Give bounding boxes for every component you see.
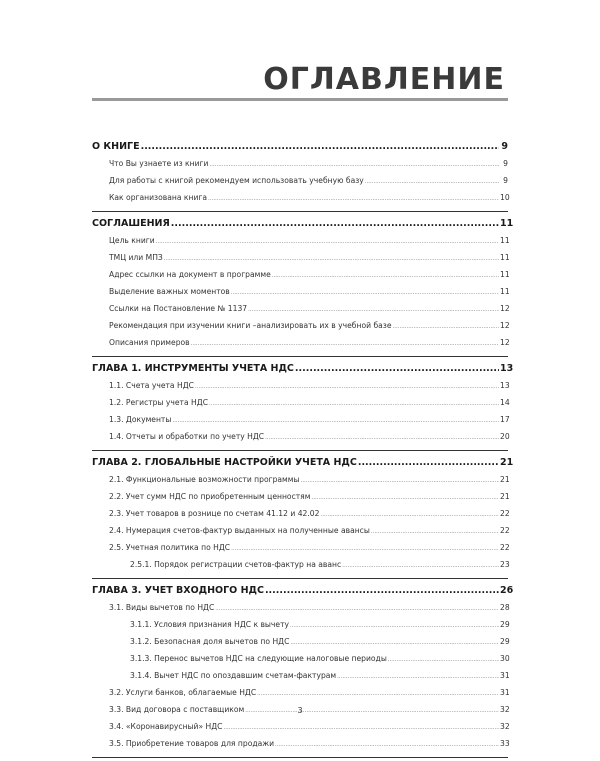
dot-leader — [171, 215, 499, 232]
toc-heading-page: 9 — [501, 141, 508, 152]
toc-entry[interactable] — [92, 718, 508, 735]
toc-entry[interactable] — [92, 394, 508, 411]
toc-section — [92, 138, 508, 212]
toc-entry[interactable] — [92, 411, 508, 428]
dot-leader — [393, 319, 500, 336]
toc-entry[interactable] — [92, 266, 508, 283]
dot-leader — [195, 379, 499, 396]
toc-entry-page: 21 — [500, 492, 510, 501]
toc-entry-text: Адрес ссылки на документ в программе — [109, 270, 271, 279]
toc-entry-text: Цель книги — [109, 236, 155, 245]
toc-entry[interactable] — [92, 377, 508, 394]
toc-entry[interactable] — [92, 539, 508, 556]
toc-heading-text: ГЛАВА 1. ИНСТРУМЕНТЫ УЧЕТА НДС — [92, 363, 294, 374]
toc-entry[interactable] — [92, 556, 508, 573]
dot-leader — [337, 669, 499, 686]
toc-entry-page: 28 — [500, 603, 510, 612]
toc-entry-text: 1.4. Отчеты и обработки по учету НДС — [109, 432, 265, 441]
toc-entry-text: 1.3. Документы — [109, 415, 172, 424]
toc-entry-page: 23 — [500, 560, 510, 569]
toc-entry[interactable] — [92, 232, 508, 249]
page-number: 3 — [297, 706, 303, 715]
toc-entry-text: 3.1.3. Перенос вычетов НДС на следующие налоговые периоды — [130, 654, 387, 663]
toc-section — [92, 454, 514, 579]
toc-entry[interactable] — [92, 684, 508, 701]
toc-entry[interactable] — [92, 488, 508, 505]
toc-entry[interactable] — [92, 334, 508, 351]
dot-leader — [265, 430, 499, 447]
toc-entry-page: 21 — [500, 475, 510, 484]
toc-section-heading[interactable] — [92, 582, 514, 599]
dot-leader — [191, 336, 499, 353]
toc-entry-text: 2.4. Нумерация счетов-фактур выданных на полученные авансы — [109, 526, 370, 535]
toc-entry[interactable] — [92, 428, 508, 445]
toc-entry-text: Как организована книга — [109, 193, 208, 202]
toc-entry-text: ТМЦ или МПЗ — [109, 253, 163, 262]
dot-leader — [141, 138, 499, 155]
toc-entry[interactable] — [92, 616, 508, 633]
toc-entry-page: 11 — [500, 253, 510, 262]
toc-entry-text: Ссылки на Постановление № 1137 — [109, 304, 248, 313]
toc-section — [92, 360, 514, 451]
toc-heading-text: СОГЛАШЕНИЯ — [92, 218, 170, 229]
toc-entry-text: 2.5. Учетная политика по НДС — [109, 543, 231, 552]
toc-entry-page: 31 — [500, 688, 510, 697]
toc-entry[interactable] — [92, 633, 508, 650]
toc-entry[interactable] — [92, 155, 508, 172]
toc-entry-text: 3.1. Виды вычетов по НДС — [109, 603, 215, 612]
dot-leader — [290, 618, 499, 635]
toc-entry-page: 11 — [500, 287, 510, 296]
toc-entry[interactable] — [92, 249, 508, 266]
toc-entry-page: 29 — [500, 637, 510, 646]
toc-section-heading[interactable] — [92, 138, 508, 155]
toc-entry[interactable] — [92, 471, 508, 488]
toc-entry[interactable] — [92, 667, 508, 684]
toc-entry[interactable] — [92, 505, 508, 522]
dot-leader — [301, 473, 499, 490]
toc-entry-text: 2.5.1. Порядок регистрации счетов-фактур на аванс — [130, 560, 342, 569]
toc-entry-text: 1.1. Счета учета НДС — [109, 381, 194, 390]
toc-heading-page: 26 — [500, 585, 514, 596]
toc-entry-page: 22 — [500, 509, 510, 518]
toc-heading-text: ГЛАВА 2. ГЛОБАЛЬНЫЕ НАСТРОЙКИ УЧЕТА НДС — [92, 457, 357, 468]
toc-entry-text: 3.1.2. Безопасная доля вычетов по НДС — [130, 637, 290, 646]
toc-heading-page: 11 — [500, 218, 514, 229]
toc-heading-text: ГЛАВА 3. УЧЕТ ВХОДНОГО НДС — [92, 585, 264, 596]
toc-entry-text: 2.2. Учет сумм НДС по приобретенным ценностям — [109, 492, 311, 501]
toc-entry-text: Для работы с книгой рекомендуем использовать учебную базу — [109, 176, 364, 185]
dot-leader — [358, 454, 499, 471]
toc-entry[interactable] — [92, 735, 508, 752]
toc-heading-text: О КНИГЕ — [92, 141, 140, 152]
dot-leader — [265, 582, 499, 599]
toc-entry[interactable] — [92, 599, 508, 616]
toc-entry-page: 17 — [500, 415, 510, 424]
toc-entry-page: 12 — [500, 304, 510, 313]
toc-entry-page: 14 — [500, 398, 510, 407]
toc-entry[interactable] — [92, 189, 508, 206]
toc-entry-page: 9 — [503, 159, 508, 168]
toc-entry-text: Рекомендация при изучении книги –анализировать их в учебной базе — [109, 321, 392, 330]
dot-leader — [209, 396, 499, 413]
dot-leader — [257, 686, 499, 703]
toc-entry-page: 11 — [500, 270, 510, 279]
toc-section-heading[interactable] — [92, 360, 514, 377]
toc-entry-page: 13 — [500, 381, 510, 390]
toc-section-heading[interactable] — [92, 454, 514, 471]
toc-entry-page: 30 — [500, 654, 510, 663]
toc-entry-text: 3.2. Услуги банков, облагаемые НДС — [109, 688, 257, 697]
dot-leader — [311, 490, 499, 507]
toc-section — [92, 582, 514, 758]
toc-entry-text: 3.3. Вид договора с поставщиком — [109, 705, 245, 714]
toc-entry[interactable] — [92, 283, 508, 300]
toc-entry-page: 10 — [500, 193, 510, 202]
toc-entry-text: 3.1.4. Вычет НДС по опоздавшим счетам-фактурам — [130, 671, 337, 680]
toc-entry-page: 22 — [500, 543, 510, 552]
toc-entry[interactable] — [92, 522, 508, 539]
toc-entry-page: 12 — [500, 338, 510, 347]
dot-leader — [231, 285, 499, 302]
toc-heading-page: 21 — [500, 457, 514, 468]
toc-entry-page: 22 — [500, 526, 510, 535]
toc-entry[interactable] — [92, 650, 508, 667]
toc-entry-text: Выделение важных моментов — [109, 287, 230, 296]
page-title: ОГЛАВЛЕНИЕ — [263, 62, 505, 97]
toc-entry-text: 1.2. Регистры учета НДС — [109, 398, 208, 407]
toc-entry-page: 31 — [500, 671, 510, 680]
toc-entry-text: 2.1. Функциональные возможности программы — [109, 475, 300, 484]
dot-leader — [208, 191, 499, 208]
toc-entry-page: 33 — [500, 739, 510, 748]
toc-entry-text: 3.1.1. Условия признания НДС к вычету — [130, 620, 290, 629]
dot-leader — [295, 360, 499, 377]
toc-entry-page: 20 — [500, 432, 510, 441]
dot-leader — [156, 234, 499, 251]
toc-entry[interactable] — [92, 317, 508, 334]
title-divider — [92, 98, 508, 101]
toc-entry-text: 3.4. «Коронавирусный» НДС — [109, 722, 223, 731]
toc-entry[interactable] — [92, 172, 508, 189]
dot-leader — [371, 524, 499, 541]
toc-entry-page: 32 — [500, 705, 510, 714]
toc-entry-page: 11 — [500, 236, 510, 245]
dot-leader — [275, 737, 499, 754]
toc-entry-page: 29 — [500, 620, 510, 629]
toc-entry-page: 12 — [500, 321, 510, 330]
toc-heading-page: 13 — [500, 363, 514, 374]
toc-entry[interactable] — [92, 300, 508, 317]
toc-entry-text: 3.5. Приобретение товаров для продажи — [109, 739, 275, 748]
dot-leader — [272, 268, 499, 285]
toc-entry-text: Что Вы узнаете из книги — [109, 159, 209, 168]
toc-section-heading[interactable] — [92, 215, 514, 232]
table-of-contents — [92, 138, 514, 761]
toc-entry-text: Описания примеров — [109, 338, 190, 347]
toc-section — [92, 215, 514, 357]
toc-entry-text: 2.3. Учет товаров в рознице по счетам 41.12 и 42.02 — [109, 509, 320, 518]
dot-leader — [365, 174, 499, 191]
dot-leader — [388, 652, 499, 669]
dot-leader — [342, 558, 499, 575]
toc-entry-page: 32 — [500, 722, 510, 731]
toc-entry-page: 9 — [503, 176, 508, 185]
